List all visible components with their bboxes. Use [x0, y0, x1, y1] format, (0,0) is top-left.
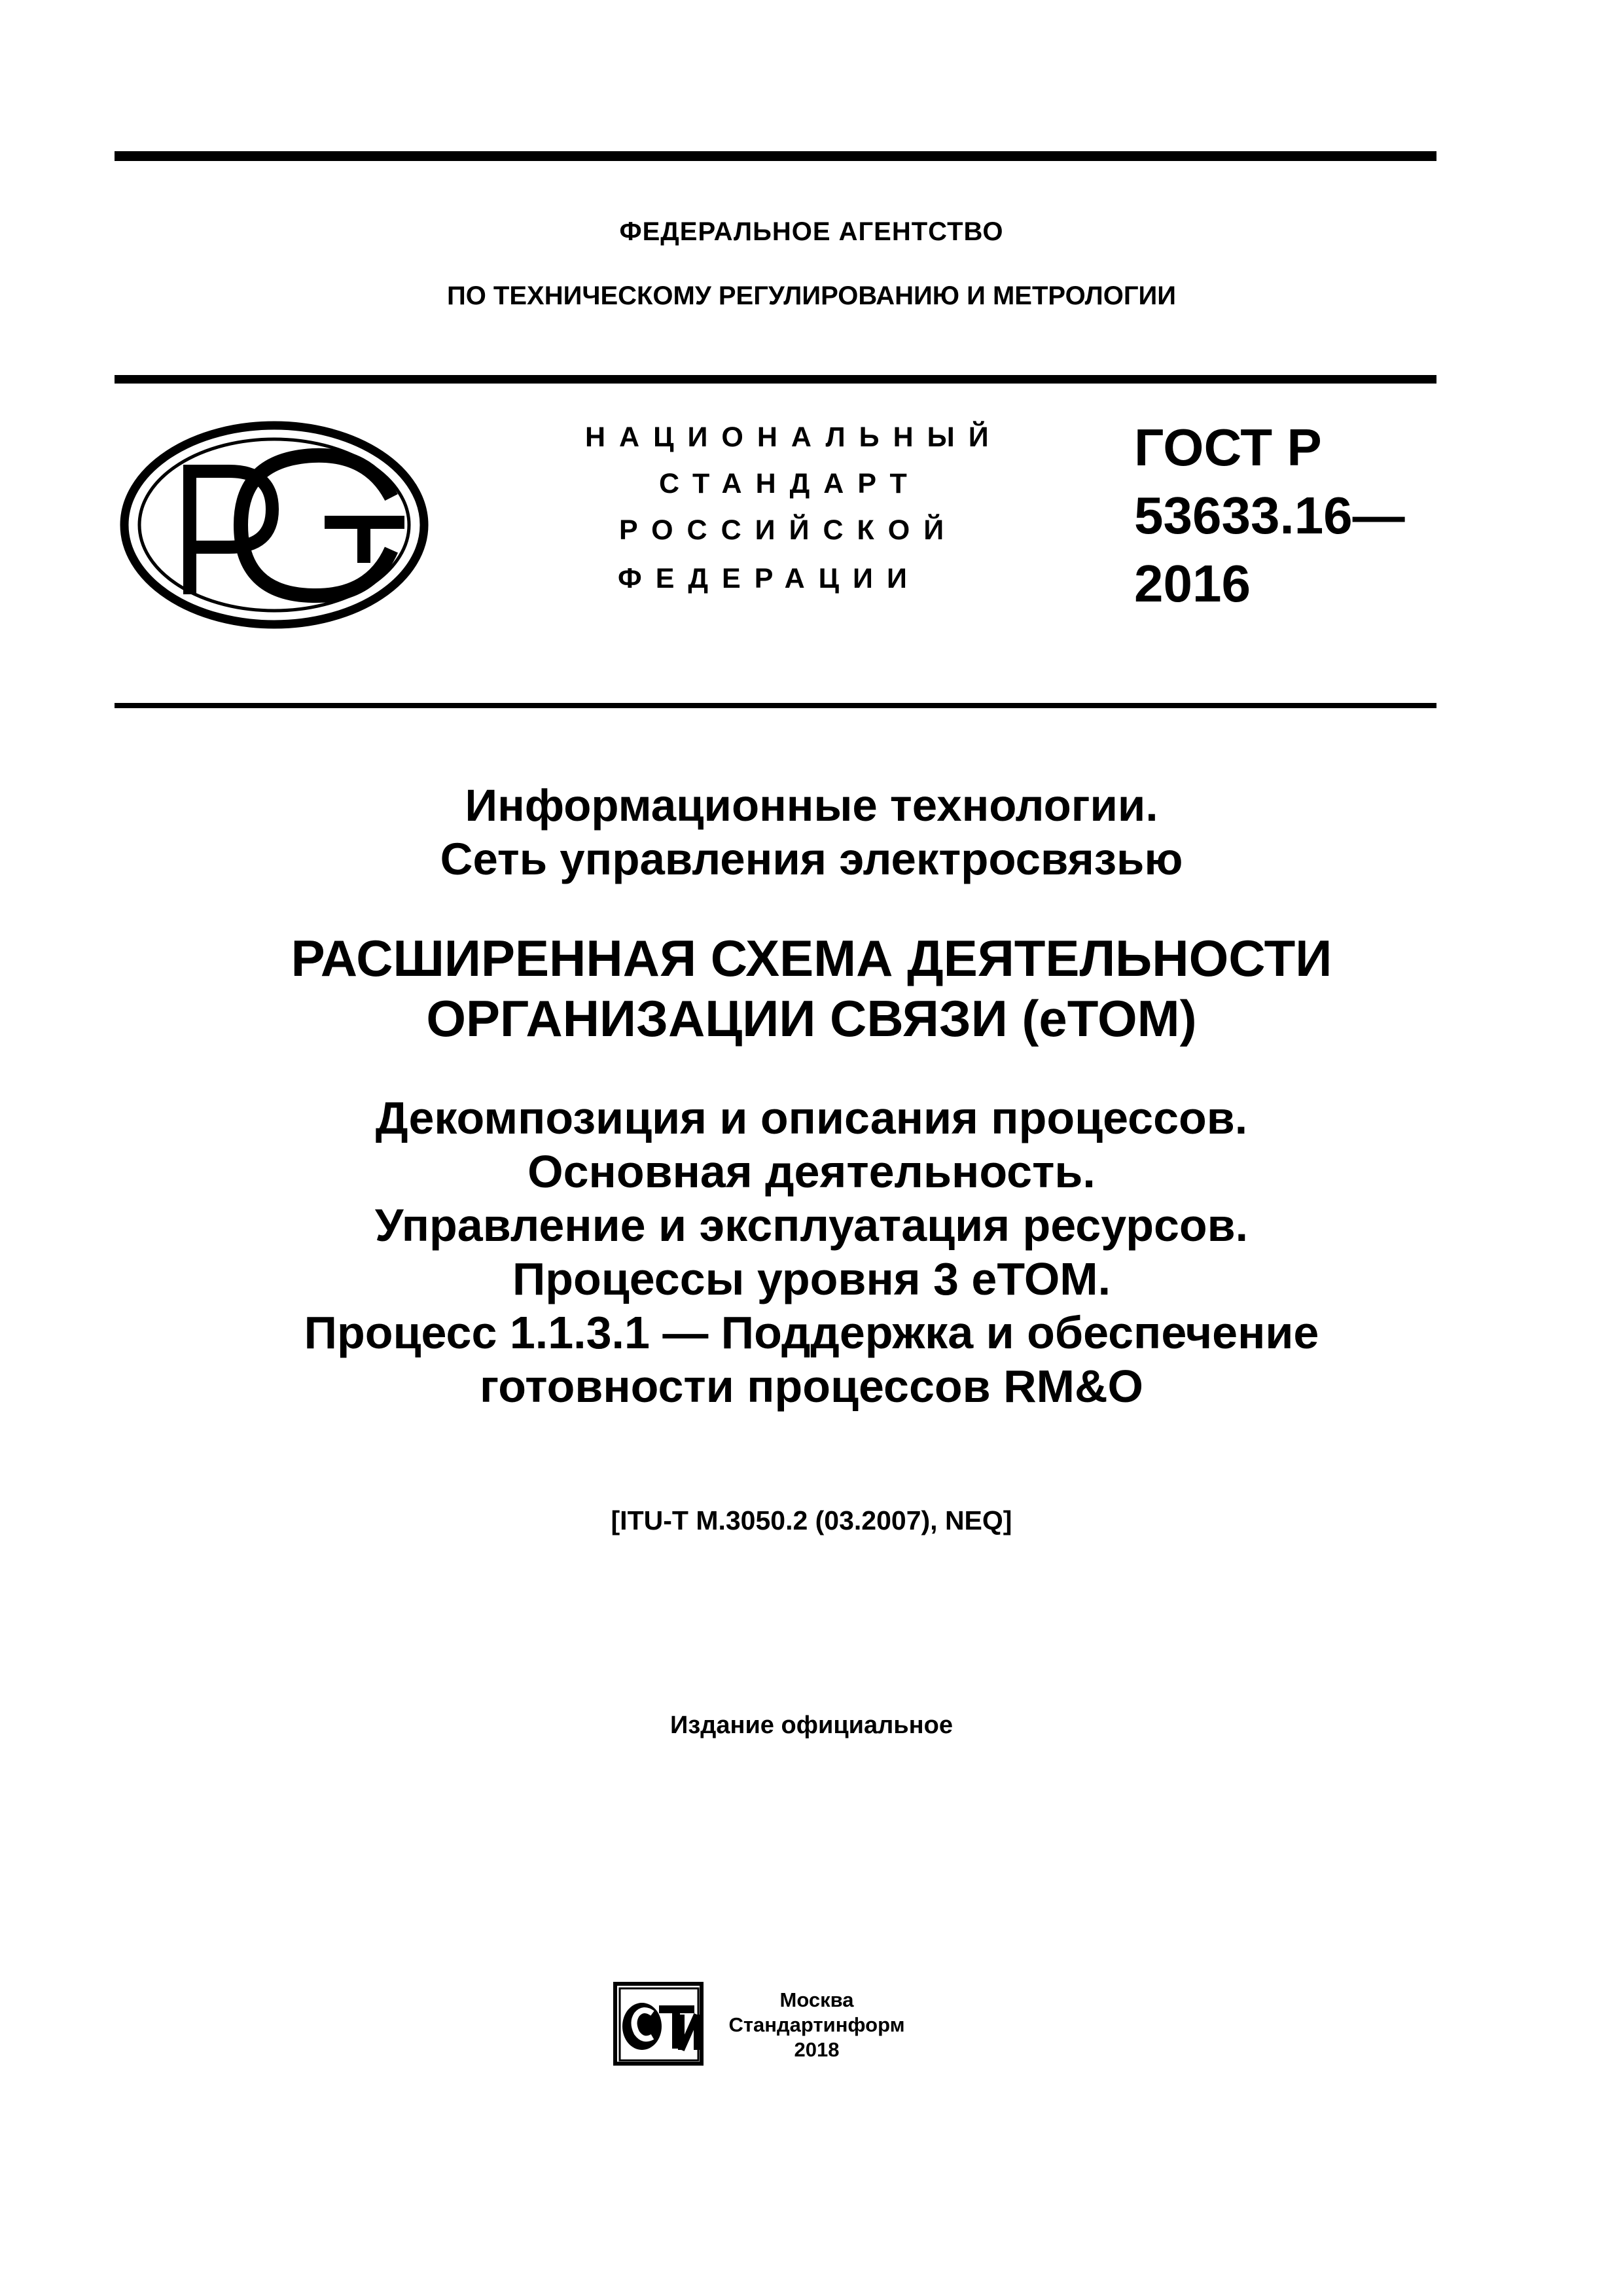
reference-code: [ITU-T M.3050.2 (03.2007), NEQ]	[611, 1505, 1012, 1535]
title-general-line-1: Информационные технологии.	[465, 780, 1158, 831]
title-part-line-6: готовности процессов RM&O	[479, 1361, 1143, 1412]
standard-kind-line-1: НАЦИОНАЛЬНЫЙ	[585, 422, 1003, 453]
designation-line-2: 53633.16—	[1134, 486, 1405, 545]
edition-note: Издание официальное	[670, 1712, 953, 1739]
designation-line-3: 2016	[1134, 554, 1251, 613]
title-part-line-3: Управление и эксплуатация ресурсов.	[374, 1200, 1249, 1251]
standard-kind-line-4: ФЕДЕРАЦИИ	[618, 563, 921, 594]
standard-kind-line-2: СТАНДАРТ	[659, 468, 921, 499]
agency-name-line-2: ПО ТЕХНИЧЕСКОМУ РЕГУЛИРОВАНИЮ И МЕТРОЛОГИИ	[446, 281, 1177, 310]
title-general-line-2: Сеть управления электросвязью	[440, 834, 1183, 884]
title-main-line-2: ОРГАНИЗАЦИИ СВЯЗИ (eTOM)	[426, 990, 1197, 1047]
standartinform-logo-icon	[613, 1982, 710, 2066]
title-part-line-5: Процесс 1.1.3.1 — Поддержка и обеспечение	[304, 1307, 1319, 1358]
title-main-line-1: РАСШИРЕННАЯ СХЕМА ДЕЯТЕЛЬНОСТИ	[291, 929, 1332, 987]
standard-kind-line-3: РОССИЙСКОЙ	[619, 514, 958, 546]
designation-rule	[115, 703, 1436, 708]
publication-year: 2018	[794, 2038, 840, 2061]
title-part-line-2: Основная деятельность.	[527, 1146, 1096, 1197]
designation-line-1: ГОСТ Р	[1134, 418, 1322, 476]
header-rule	[115, 375, 1436, 384]
publisher-city: Москва	[779, 1988, 854, 2011]
top-rule	[115, 151, 1436, 161]
title-part-line-4: Процессы уровня 3 eTOM.	[512, 1253, 1111, 1304]
rst-mark-icon	[116, 419, 432, 632]
publisher-name: Стандартинформ	[728, 2013, 905, 2036]
agency-name-line-1: ФЕДЕРАЛЬНОЕ АГЕНТСТВО	[619, 217, 1004, 246]
title-part-line-1: Декомпозиция и описания процессов.	[375, 1092, 1248, 1143]
